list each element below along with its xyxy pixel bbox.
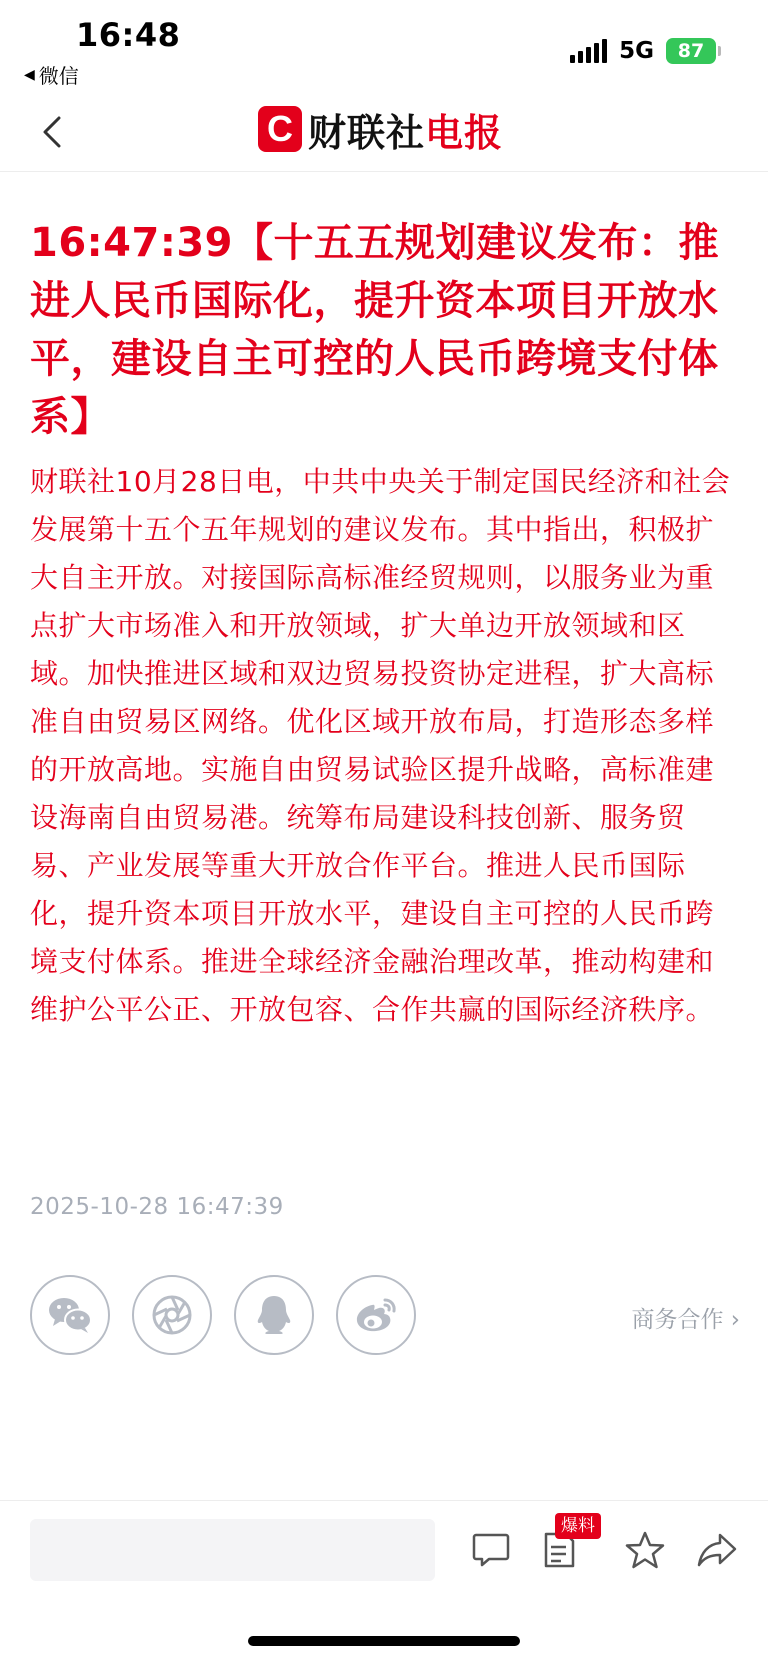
share-wechat-button[interactable] (30, 1275, 110, 1355)
battery-icon (666, 38, 716, 64)
share-icon (696, 1531, 738, 1569)
chevron-left-icon (42, 115, 62, 149)
home-indicator (248, 1636, 520, 1646)
weibo-icon (353, 1295, 399, 1335)
logo-text (308, 102, 503, 157)
wechat-icon (47, 1295, 93, 1335)
network-type: 5G (619, 38, 654, 64)
share-button[interactable] (694, 1527, 740, 1573)
battery-level: 87 (677, 40, 705, 62)
status-indicators (570, 38, 716, 64)
back-to-app-link[interactable] (24, 60, 79, 89)
article-timestamp: 2025-10-28 16:47:39 (30, 1194, 284, 1220)
comment-button[interactable] (468, 1527, 514, 1573)
moments-icon (151, 1294, 193, 1336)
qq-icon (255, 1294, 293, 1336)
back-triangle-icon: ◀ (24, 66, 35, 83)
back-button[interactable] (34, 110, 70, 154)
logo-text-telegraph: 电报 (425, 110, 504, 155)
cellular-signal-icon (570, 39, 607, 63)
business-cooperation-link[interactable]: 商务合作 › (631, 1307, 740, 1333)
comment-input[interactable] (30, 1519, 435, 1581)
logo-mark: C (258, 106, 302, 152)
share-row (30, 1275, 740, 1355)
nav-bar (0, 92, 768, 172)
favorite-star-icon (625, 1530, 665, 1570)
status-bar (0, 0, 768, 92)
logo-text-brand: 财联社 (308, 110, 426, 155)
favorite-button[interactable] (622, 1527, 668, 1573)
share-weibo-button[interactable] (336, 1275, 416, 1355)
article-body: 财联社10月28日电，中共中央关于制定国民经济和社会发展第十五个五年规划的建议发布。其中指出，积极扩大自主开放。对接国际高标准经贸规则，以服务业为重点扩大市场准入和开放领域，扩大单边开放领域和区域。加快推进区域和双边贸易投资协定进程，扩大高标准自由贸易区网络。优化区域开放布局，打造形态多样的开放高地。实施自由贸易试验区提升战略，高标准建设海南自由贸易港。统筹布局建设科技创新、服务贸易、产业发展等重大开放合作平台。推进人民币国际化，提升资本项目开放水平，建设自主可控的人民币跨境支付体系。推进全球经济金融治理改革，推动构建和维护公平公正、开放包容、合作共赢的国际经济秩序。 (30, 465, 731, 1026)
comment-icon (471, 1531, 511, 1569)
status-time: 16:48 (76, 16, 181, 54)
article (30, 214, 740, 1034)
share-qq-button[interactable] (234, 1275, 314, 1355)
back-app-label: 微信 (38, 64, 79, 88)
share-moments-button[interactable] (132, 1275, 212, 1355)
article-headline: 16:47:39【十五五规划建议发布：推进人民币国际化，提升资本项目开放水平，建设自主可控的人民币跨境支付体系】 (30, 220, 719, 440)
tip-off-badge: 爆料 (555, 1513, 601, 1539)
app-logo (258, 104, 503, 154)
